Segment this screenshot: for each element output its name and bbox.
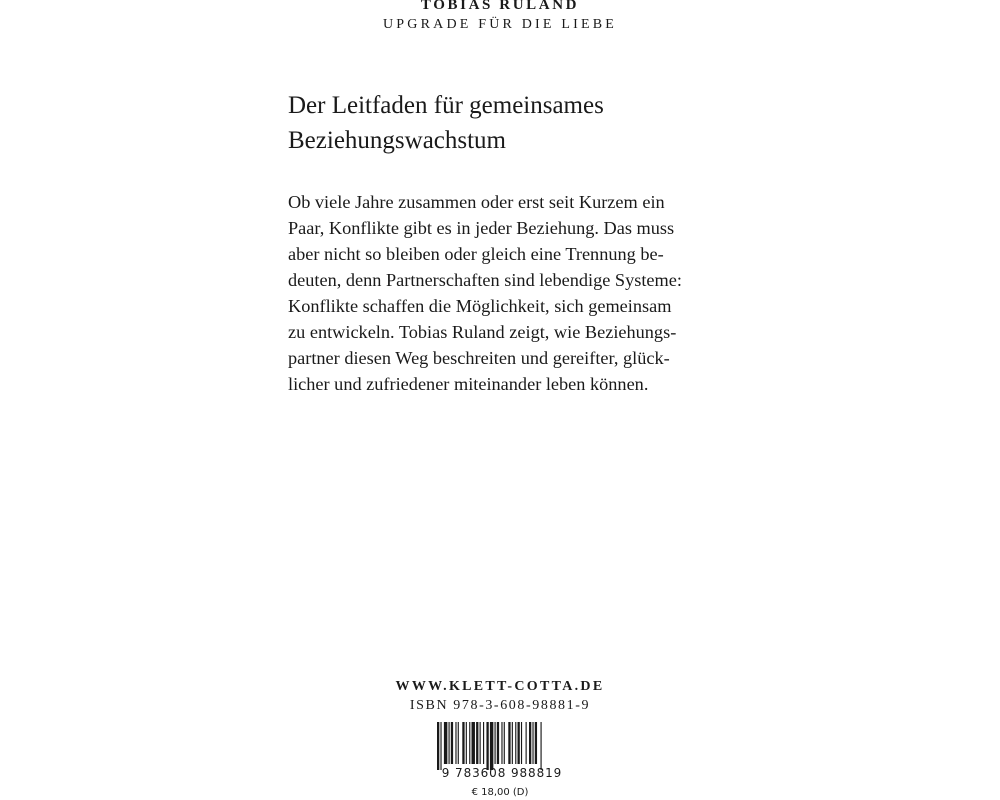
headline [288,88,728,158]
barcode-bar [490,722,493,770]
isbn-barcode [427,722,577,784]
barcode-bar [529,722,531,764]
publisher-website: WWW.KLETT-COTTA.DE [395,679,605,694]
barcode-digits: 9 783608 988819 [441,766,563,780]
barcode-bar [480,722,481,764]
barcode-bar [469,722,470,764]
barcode-bar [462,722,464,764]
headline-line: Beziehungswachstum [288,127,507,154]
barcode-bar [504,722,505,764]
price-label: € 18,00 (D) [471,787,529,798]
barcode-bar [444,722,447,764]
blurb-line: partner diesen Weg beschreiten und gereifter, glück- [288,348,670,368]
barcode-bar [476,722,478,764]
barcode-bar [501,722,502,764]
blurb-line: zu entwickeln. Tobias Ruland zeigt, wie Beziehungs- [288,322,677,342]
barcode-bar [497,722,499,764]
barcode-bar [466,722,467,764]
barcode-bar [508,722,510,764]
blurb-line: Paar, Konflikte gibt es in jeder Beziehung. Das muss [288,218,675,238]
isbn-number: ISBN 978-3-608-98881-9 [409,698,591,713]
book-title: UPGRADE FÜR DIE LIEBE [382,17,618,32]
barcode-bar [437,722,439,770]
barcode-bar [512,722,513,764]
barcode-bar [541,722,542,770]
blurb-text [288,189,728,397]
blurb-line: aber nicht so bleiben oder gleich eine Trennung be- [288,244,664,264]
author-name: TOBIAS RULAND [420,0,580,13]
headline-line: Der Leitfaden für gemeinsames [288,92,604,119]
blurb-line: licher und zufriedener miteinander leben können. [288,374,649,394]
barcode-bar [486,722,488,770]
barcode-bar [521,722,522,764]
barcode-bar [455,722,456,764]
barcode-bar [440,722,441,770]
barcode-bar [495,722,496,764]
blurb-line: Konflikte schaffen die Möglichkeit, sich gemeinsam [288,296,672,316]
barcode-bar [518,722,520,764]
barcode-bar [526,722,527,764]
barcode-bar [532,722,533,764]
blurb-line: deuten, denn Partnerschaften sind lebendige Systeme: [288,270,682,290]
barcode-bar [515,722,516,764]
barcode-bar [483,722,484,764]
blurb-line: Ob viele Jahre zusammen oder erst seit Kurzem ein [288,192,665,212]
barcode-bar [449,722,450,764]
barcode-bar [451,722,453,764]
barcode-bar [472,722,475,764]
barcode-bars [427,722,577,770]
barcode-bar [458,722,459,764]
barcode-bar [535,722,537,764]
